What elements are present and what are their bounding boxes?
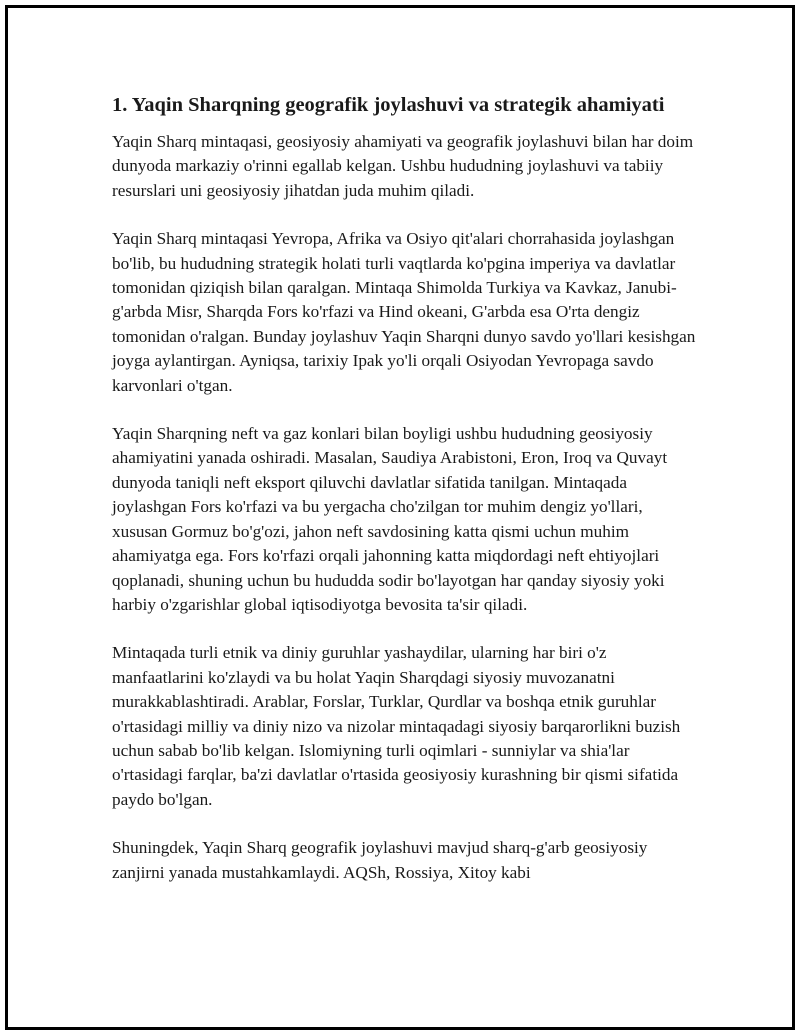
section-heading: 1. Yaqin Sharqning geografik joylashuvi va strategik ahamiyati: [112, 94, 665, 116]
paragraph-4: Mintaqada turli etnik va diniy guruhlar yashaydilar, ularning har biri o'z manfaatlarini ko'zlaydi va bu holat Yaqin Sharqdagi siyosiy muvozanatni murakkablashtiradi. Arablar, Forslar, Turklar, Qurdlar va boshqa etnik guruhlar o'rtasidagi milliy va diniy nizo va nizolar mintaqadagi siyosiy barqarorlikni buzish uchun sabab bo'lib kelgan. Islomiyning turli oqimlari - sunniylar va shia'lar o'rtasidagi farqlar, ba'zi davlatlar o'rtasida geosiyosiy kurashning bir qismi sifatida paydo bo'lgan.: [112, 643, 681, 809]
paragraph-5: Shuningdek, Yaqin Sharq geografik joylashuvi mavjud sharq-g'arb geosiyosiy zanjirni yanada mustahkamlaydi. AQSh, Rossiya, Xitoy kabi: [112, 838, 648, 882]
paragraph-3: Yaqin Sharqning neft va gaz konlari bilan boyligi ushbu hududning geosiyosiy ahamiyatini yanada oshiradi. Masalan, Saudiya Arabistoni, Eron, Iroq va Quvayt dunyoda taniqli neft eksport qiluvchi davlatlar sifatida tanilgan. Mintaqada joylashgan Fors ko'rfazi va bu yergacha cho'zilgan tor muhim dengiz yo'llari, xususan Gormuz bo'g'ozi, jahon neft savdosining katta qismi uchun muhim ahamiyatga ega. Fors ko'rfazi orqali jahonning katta miqdordagi neft ehtiyojlari qoplanadi, shuning uchun bu hududda sodir bo'layotgan har qanday siyosiy yoki harbiy o'zgarishlar global iqtisodiyotga bevosita ta'sir qiladi.: [112, 424, 668, 614]
paragraph-2: Yaqin Sharq mintaqasi Yevropa, Afrika va Osiyo qit'alari chorrahasida joylashgan bo'lib, bu hududning strategik holati turli vaqtlarda ko'pgina imperiya va davlatlar tomonidan qiziqish bilan qaralgan. Mintaqa Shimolda Turkiya va Kavkaz, Janubi-g'arbda Misr, Sharqda Fors ko'rfazi va Hind okeani, G'arbda esa O'rta dengiz tomonidan o'ralgan. Bunday joylashuv Yaqin Sharqni dunyo savdo yo'llari kesishgan joyga aylantirgan. Ayniqsa, tarixiy Ipak yo'li orqali Osiyodan Yevropaga savdo karvonlari o'tgan.: [112, 229, 696, 395]
paragraph-1: Yaqin Sharq mintaqasi, geosiyosiy ahamiyati va geografik joylashuvi bilan har doim dunyoda markaziy o'rinni egallab kelgan. Ushbu hududning joylashuvi va tabiiy resurslari uni geosiyosiy jihatdan juda muhim qiladi.: [112, 132, 694, 200]
document-body: [112, 93, 702, 909]
